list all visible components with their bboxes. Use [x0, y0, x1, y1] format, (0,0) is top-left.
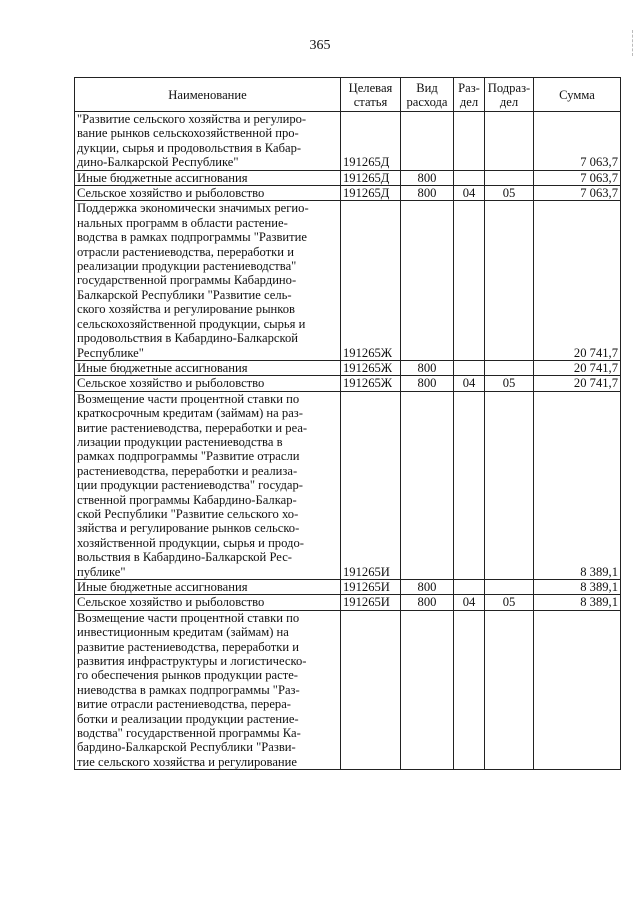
row-section — [454, 360, 485, 375]
row-name: Сельское хозяйство и рыболовство — [75, 186, 341, 201]
row-amount: 20 741,7 — [534, 360, 621, 375]
header-amount: Сумма — [534, 78, 621, 112]
row-section — [454, 391, 485, 579]
row-expense-kind — [401, 610, 454, 769]
row-subsection — [485, 360, 534, 375]
header-expense-kind: Вид расхода — [401, 78, 454, 112]
row-subsection: 05 — [485, 376, 534, 391]
row-name: Иные бюджетные ассигнования — [75, 360, 341, 375]
row-expense-kind — [401, 201, 454, 360]
row-section — [454, 112, 485, 171]
row-target-article: 191265Ж — [341, 360, 401, 375]
row-name: Иные бюджетные ассигнования — [75, 580, 341, 595]
row-target-article: 191265Д — [341, 170, 401, 185]
row-amount: 7 063,7 — [534, 186, 621, 201]
row-target-article: 191265И — [341, 391, 401, 579]
row-target-article: 191265И — [341, 580, 401, 595]
row-expense-kind: 800 — [401, 595, 454, 610]
table-row — [75, 610, 621, 769]
row-section: 04 — [454, 376, 485, 391]
row-target-article: 191265Д — [341, 186, 401, 201]
row-name: "Развитие сельского хозяйства и регулиро- вание рынков сельскохозяйственной про- дукции, сырья и продовольствия в Кабар- дино-Балкарской Республике" — [75, 112, 341, 171]
row-name: Возмещение части процентной ставки по краткосрочным кредитам (займам) на раз- витие растениеводства, переработки и реа- лизации продукции растениеводства в рамках подпрограммы "Развитие отрасли растениеводства, переработки и реализа- ции продукции растениеводства" государ- ственной программы Кабардино-Балкар- ской Республики "Развитие сельского хо- зяйства и регулирование рынков сельско- хозяйственной продукции, сырья и продо- вольствия в Кабардино-Балкарской Рес- публике" — [75, 391, 341, 579]
row-target-article — [341, 610, 401, 769]
table-row — [75, 201, 621, 360]
row-name: Возмещение части процентной ставки по инвестиционным кредитам (займам) на развитие растениеводства, переработки и развития инфраструктуры и логистическо- го обеспечения рынков продукции расте- ниеводства в рамках подпрограммы "Раз- витие отрасли растениеводства, перера- ботки и реализации продукции растение- водства" государственной программы Ка- бардино-Балкарской Республики "Разви- тие сельского хозяйства и регулирование — [75, 610, 341, 769]
header-target-article: Целевая статья — [341, 78, 401, 112]
row-section — [454, 170, 485, 185]
row-name: Сельское хозяйство и рыболовство — [75, 595, 341, 610]
table-header-row — [75, 78, 621, 112]
header-name: Наименование — [75, 78, 341, 112]
row-subsection — [485, 201, 534, 360]
row-section: 04 — [454, 186, 485, 201]
row-expense-kind: 800 — [401, 186, 454, 201]
row-section — [454, 610, 485, 769]
row-expense-kind — [401, 391, 454, 579]
row-expense-kind: 800 — [401, 376, 454, 391]
row-target-article: 191265Ж — [341, 376, 401, 391]
row-subsection — [485, 170, 534, 185]
row-section — [454, 201, 485, 360]
budget-table — [74, 77, 621, 770]
table-row — [75, 391, 621, 579]
row-target-article: 191265Ж — [341, 201, 401, 360]
row-name: Поддержка экономически значимых регио- нальных программ в области растение- водства в рамках подпрограммы "Развитие отрасли растениеводства, переработки и реализации продукции растениеводства" государственной программы Кабардино- Балкарской Республики "Развитие сель- ского хозяйства и регулирование рынков сельскохозяйственной продукции, сырья и продовольствия в Кабардино-Балкарской Республике" — [75, 201, 341, 360]
table-row — [75, 580, 621, 595]
scan-artifact — [632, 30, 636, 56]
row-amount: 7 063,7 — [534, 170, 621, 185]
row-subsection — [485, 610, 534, 769]
row-name: Иные бюджетные ассигнования — [75, 170, 341, 185]
table-row — [75, 170, 621, 185]
row-subsection: 05 — [485, 186, 534, 201]
table-row — [75, 186, 621, 201]
table-row — [75, 360, 621, 375]
row-amount: 8 389,1 — [534, 595, 621, 610]
row-amount: 20 741,7 — [534, 376, 621, 391]
row-section — [454, 580, 485, 595]
row-amount: 8 389,1 — [534, 580, 621, 595]
row-subsection — [485, 391, 534, 579]
row-expense-kind: 800 — [401, 360, 454, 375]
row-subsection: 05 — [485, 595, 534, 610]
header-subsection: Подраз- дел — [485, 78, 534, 112]
header-section: Раз- дел — [454, 78, 485, 112]
row-amount: 7 063,7 — [534, 112, 621, 171]
row-amount: 8 389,1 — [534, 391, 621, 579]
row-target-article: 191265И — [341, 595, 401, 610]
row-target-article: 191265Д — [341, 112, 401, 171]
table-row — [75, 595, 621, 610]
row-expense-kind: 800 — [401, 170, 454, 185]
row-amount: 20 741,7 — [534, 201, 621, 360]
row-expense-kind — [401, 112, 454, 171]
page-number: 365 — [309, 38, 331, 53]
row-amount — [534, 610, 621, 769]
row-subsection — [485, 580, 534, 595]
row-name: Сельское хозяйство и рыболовство — [75, 376, 341, 391]
row-expense-kind: 800 — [401, 580, 454, 595]
row-subsection — [485, 112, 534, 171]
row-section: 04 — [454, 595, 485, 610]
table-row — [75, 376, 621, 391]
table-row — [75, 112, 621, 171]
